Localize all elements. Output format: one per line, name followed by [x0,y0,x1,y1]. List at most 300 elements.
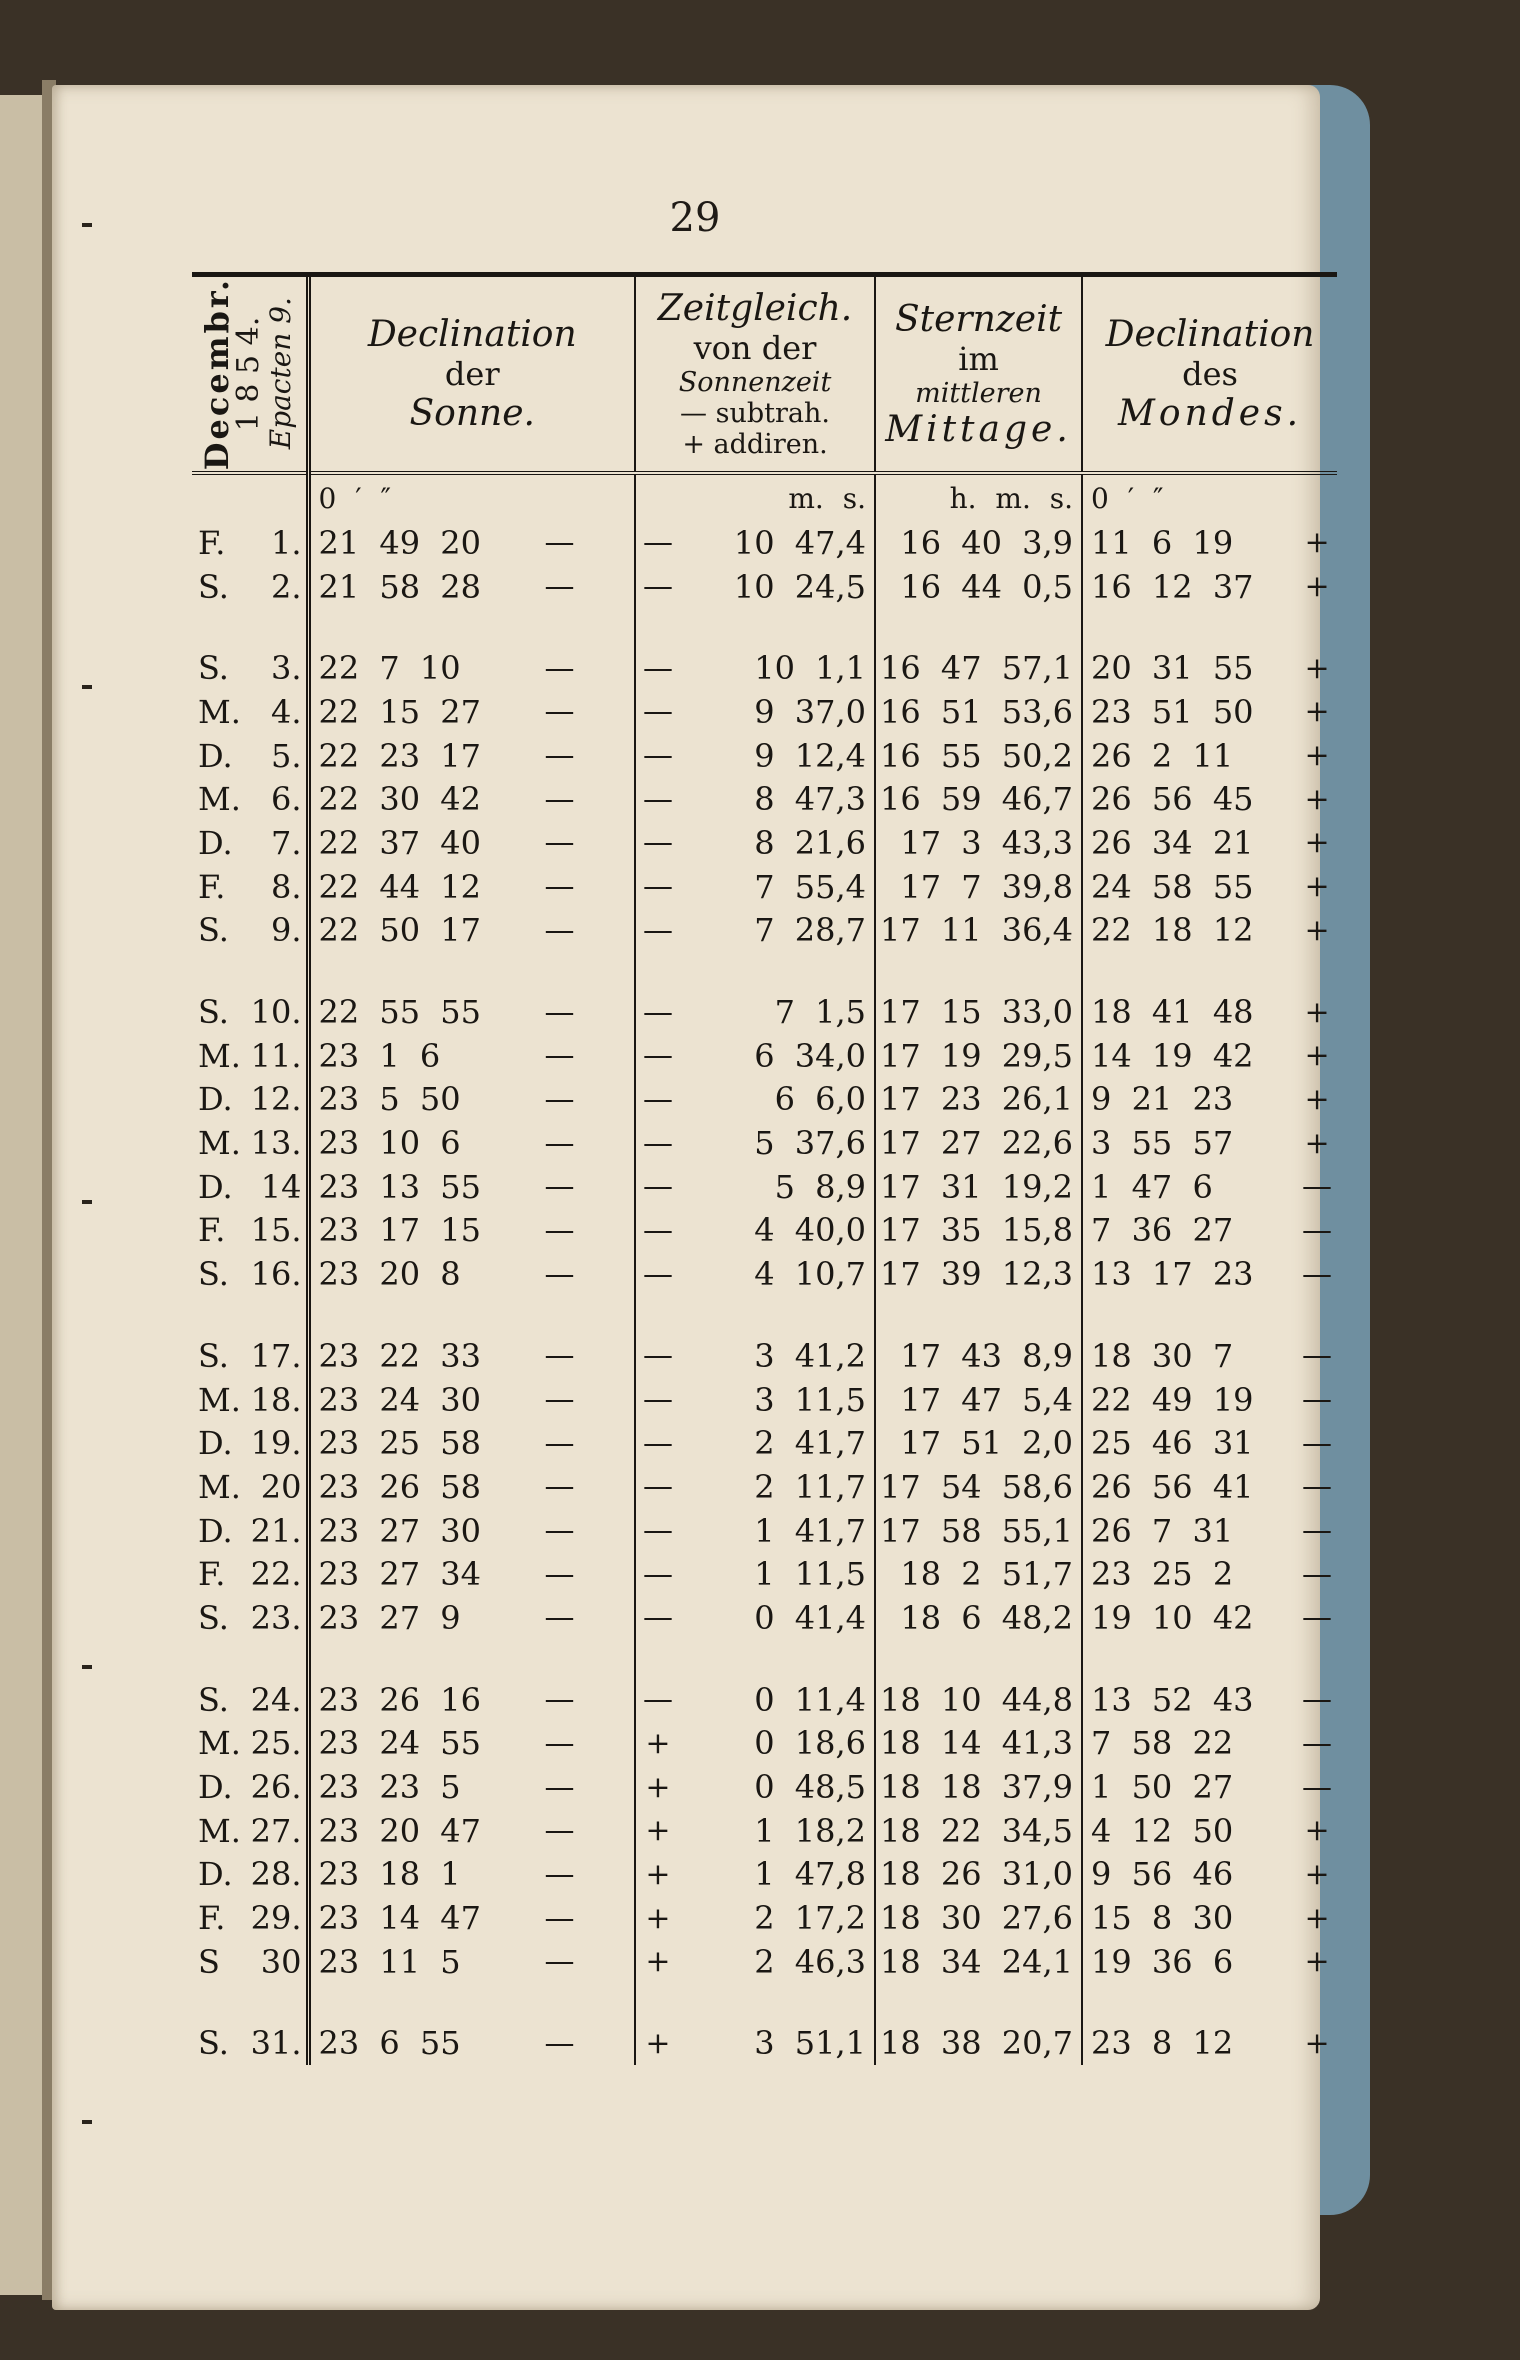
eq-sign-cell: — [635,1465,680,1509]
weekday-label: M. [198,1124,241,1163]
weekday-label: F. [198,867,226,906]
moon-declination-cell: 20 31 55 [1082,646,1297,690]
sun-sign-cell: — [544,738,575,774]
weekday-label: D. [198,823,233,862]
sun-sign-cell: — [544,1856,575,1892]
date-number: 16. [250,1255,302,1294]
table-row [192,1940,1337,1984]
sun-sign-cell: — [544,1769,575,1805]
weekday-label: D. [198,1768,233,1807]
moon-declination-cell: 9 56 46 [1082,1853,1297,1897]
date-number: 19. [250,1424,302,1463]
equation-of-time-cell: 5 37,6 [754,1124,866,1163]
equation-of-time-cell: 6 34,0 [754,1036,866,1075]
table-row [192,1078,1337,1122]
sun-declination-cell: 21 58 28 [308,565,485,609]
weekday-label: D. [198,1511,233,1550]
header-sun-line3: Sonne. [409,393,535,434]
moon-sign-cell: + [1304,869,1330,905]
sun-declination-cell: 22 50 17 [308,909,485,953]
moon-declination-cell: 4 12 50 [1082,1809,1297,1853]
sun-sign-cell: — [544,869,575,905]
moon-declination-cell: 13 17 23 [1082,1252,1297,1296]
table-row [192,1121,1337,1165]
moon-sign-cell: + [1304,781,1330,817]
moon-sign-cell: + [1304,912,1330,948]
moon-sign-cell: + [1304,1125,1330,1161]
weekday-label: S. [198,567,229,606]
sidereal-time-cell: 18 30 27,6 [875,1896,1082,1940]
equation-of-time-cell: 2 11,7 [754,1467,866,1506]
date-number: 8. [270,867,302,906]
weekday-label: M. [198,1724,241,1763]
table-row [192,865,1337,909]
sun-sign-cell: — [544,1081,575,1117]
weekday-label: D. [198,1167,233,1206]
moon-sign-cell: + [1304,825,1330,861]
eq-sign-cell: — [635,1378,680,1422]
sun-declination-cell: 23 24 55 [308,1722,485,1766]
sun-sign-cell: — [544,2025,575,2061]
eq-sign-cell: — [635,777,680,821]
header-eq-line1: Zeitgleich. [657,288,853,329]
sun-declination-cell: 23 14 47 [308,1896,485,1940]
weekday-label: D. [198,736,233,775]
moon-declination-cell: 7 36 27 [1082,1209,1297,1253]
binding-stitch [82,685,92,689]
sidereal-time-cell: 16 59 46,7 [875,777,1082,821]
equation-of-time-cell: 7 1,5 [774,993,866,1032]
table-row [192,1809,1337,1853]
sidereal-time-cell: 18 14 41,3 [875,1722,1082,1766]
weekday-label: F. [198,523,226,562]
eq-sign-cell: — [635,1678,680,1722]
sun-sign-cell: — [544,694,575,730]
moon-sign-cell: — [1302,1212,1333,1248]
moon-declination-cell: 16 12 37 [1082,565,1297,609]
moon-sign-cell: — [1302,1338,1333,1374]
date-number: 15. [250,1211,302,1250]
sidereal-time-cell: 18 22 34,5 [875,1809,1082,1853]
units-row [192,473,1337,521]
sun-declination-cell: 22 37 40 [308,821,485,865]
eq-sign-cell: — [635,1509,680,1553]
sun-declination-cell: 23 26 58 [308,1465,485,1509]
moon-sign-cell: + [1304,738,1330,774]
weekday-label: M. [198,1467,241,1506]
equation-of-time-cell: 8 47,3 [754,780,866,819]
weekday-label: S. [198,993,229,1032]
sun-declination-cell: 23 10 6 [308,1121,485,1165]
table-row [192,565,1337,609]
moon-sign-cell: + [1304,2025,1330,2061]
header-moon-line2: des [1182,355,1238,393]
moon-sign-cell: — [1302,1600,1333,1636]
eq-sign-cell: — [635,1034,680,1078]
equation-of-time-cell: 4 10,7 [754,1255,866,1294]
date-number: 30 [260,1942,302,1981]
sun-declination-cell: 23 26 16 [308,1678,485,1722]
header-sun-line2: der [444,355,500,393]
weekday-cell [192,1809,308,1853]
moon-sign-cell: — [1302,1513,1333,1549]
sun-sign-cell: — [544,1813,575,1849]
date-number: 9. [270,911,302,950]
eq-sign-cell: + [635,1722,680,1766]
weekday-label: S. [198,911,229,950]
binding-stitch [82,2120,92,2124]
weekday-cell [192,865,308,909]
moon-declination-cell: 26 7 31 [1082,1509,1297,1553]
sun-declination-cell: 23 13 55 [308,1165,485,1209]
weekday-label: F. [198,1211,226,1250]
header-sun-line1: Declination [367,314,577,355]
row-spacer [192,608,1337,646]
moon-declination-cell: 25 46 31 [1082,1421,1297,1465]
table-row [192,1678,1337,1722]
weekday-cell [192,2022,308,2066]
moon-sign-cell: — [1302,1256,1333,1292]
moon-sign-cell: + [1304,525,1330,561]
moon-declination-cell: 14 19 42 [1082,1034,1297,1078]
weekday-label: S. [198,2024,229,2063]
moon-declination-cell: 15 8 30 [1082,1896,1297,1940]
eq-sign-cell: — [635,1165,680,1209]
weekday-cell [192,1853,308,1897]
sidereal-time-cell: 18 10 44,8 [875,1678,1082,1722]
equation-of-time-cell: 9 12,4 [754,736,866,775]
weekday-cell [192,1509,308,1553]
date-number: 17. [250,1336,302,1375]
equation-of-time-cell: 0 48,5 [754,1768,866,1807]
sun-sign-cell: — [544,525,575,561]
eq-sign-cell: + [635,2022,680,2066]
sun-declination-cell: 23 6 55 [308,2022,485,2066]
eq-sign-cell: — [635,1421,680,1465]
moon-declination-cell: 11 6 19 [1082,521,1297,565]
sun-sign-cell: — [544,569,575,605]
weekday-label: S [198,1942,220,1981]
weekday-cell [192,1765,308,1809]
header-sid-line1: Sternzeit [894,298,1063,340]
sun-sign-cell: — [544,1469,575,1505]
moon-sign-cell: — [1302,1425,1333,1461]
moon-declination-cell: 19 10 42 [1082,1596,1297,1640]
eq-sign-cell: — [635,521,680,565]
equation-of-time-cell: 1 47,8 [754,1855,866,1894]
weekday-label: M. [198,780,241,819]
sun-declination-cell: 23 23 5 [308,1765,485,1809]
sidereal-time-cell: 17 11 36,4 [875,909,1082,953]
sun-declination-cell: 23 1 6 [308,1034,485,1078]
table-row [192,990,1337,1034]
page-number: 29 [669,195,721,241]
equation-of-time-cell: 2 17,2 [754,1899,866,1938]
date-number: 13. [250,1124,302,1163]
sun-sign-cell: — [544,1338,575,1374]
eq-sign-cell: + [635,1940,680,1984]
row-spacer [192,1640,1337,1678]
date-number: 5. [270,736,302,775]
date-number: 21. [250,1511,302,1550]
sidereal-time-cell: 18 34 24,1 [875,1940,1082,1984]
sidereal-time-cell: 17 39 12,3 [875,1252,1082,1296]
sun-declination-cell: 23 24 30 [308,1378,485,1422]
weekday-cell [192,1165,308,1209]
header-eq-line5: + addiren. [682,429,828,460]
sun-sign-cell: — [544,1212,575,1248]
moon-declination-cell: 23 8 12 [1082,2022,1297,2066]
sun-sign-cell: — [544,912,575,948]
date-number: 27. [250,1811,302,1850]
sidereal-time-cell: 17 27 22,6 [875,1121,1082,1165]
sun-declination-cell: 22 30 42 [308,777,485,821]
equation-of-time-cell: 9 37,0 [754,692,866,731]
table-row [192,1378,1337,1422]
date-number: 2. [270,567,302,606]
moon-declination-cell: 26 2 11 [1082,734,1297,778]
sun-declination-cell: 23 27 34 [308,1552,485,1596]
header-eq-line4: — subtrah. [680,398,830,429]
units-eq: m. s. [788,481,866,515]
weekday-cell [192,1465,308,1509]
moon-declination-cell: 26 56 41 [1082,1465,1297,1509]
weekday-label: S. [198,1255,229,1294]
equation-of-time-cell: 4 40,0 [754,1211,866,1250]
weekday-label: S. [198,1336,229,1375]
table-row [192,1252,1337,1296]
eq-sign-cell: — [635,646,680,690]
equation-of-time-cell: 1 18,2 [754,1811,866,1850]
moon-declination-cell: 24 58 55 [1082,865,1297,909]
sidereal-time-cell: 18 26 31,0 [875,1853,1082,1897]
table-row [192,777,1337,821]
sun-declination-cell: 23 22 33 [308,1334,485,1378]
sun-declination-cell: 22 15 27 [308,690,485,734]
header-year: 1 8 5 4. [230,316,266,432]
sun-sign-cell: — [544,994,575,1030]
date-number: 29. [250,1899,302,1938]
equation-of-time-cell: 7 55,4 [754,867,866,906]
weekday-cell [192,1940,308,1984]
weekday-cell [192,1552,308,1596]
moon-sign-cell: — [1302,1382,1333,1418]
equation-of-time-cell: 0 11,4 [754,1680,866,1719]
header-equation-of-time [635,277,875,473]
date-number: 6. [270,780,302,819]
sun-declination-cell: 23 25 58 [308,1421,485,1465]
sun-declination-cell: 23 20 8 [308,1252,485,1296]
weekday-cell [192,1421,308,1465]
sun-sign-cell: — [544,1900,575,1936]
weekday-label: S. [198,649,229,688]
weekday-cell [192,1252,308,1296]
weekday-label: D. [198,1855,233,1894]
weekday-cell [192,909,308,953]
moon-sign-cell: — [1302,1769,1333,1805]
table-row [192,1552,1337,1596]
weekday-cell [192,777,308,821]
sidereal-time-cell: 18 6 48,2 [875,1596,1082,1640]
equation-of-time-cell: 8 21,6 [754,823,866,862]
eq-sign-cell: — [635,1552,680,1596]
moon-declination-cell: 7 58 22 [1082,1722,1297,1766]
weekday-cell [192,1722,308,1766]
moon-declination-cell: 19 36 6 [1082,1940,1297,1984]
moon-sign-cell: + [1304,1081,1330,1117]
header-sid-line3: mittleren [915,377,1042,409]
table-row [192,1853,1337,1897]
sidereal-time-cell: 16 47 57,1 [875,646,1082,690]
moon-sign-cell: + [1304,1813,1330,1849]
sidereal-time-cell: 16 51 53,6 [875,690,1082,734]
header-sidereal-time [875,277,1082,473]
moon-declination-cell: 23 51 50 [1082,690,1297,734]
table-row [192,521,1337,565]
table-row [192,1896,1337,1940]
weekday-cell [192,734,308,778]
table-row [192,1765,1337,1809]
row-spacer [192,1296,1337,1334]
weekday-cell [192,821,308,865]
date-number: 10. [250,993,302,1032]
table-row [192,1509,1337,1553]
eq-sign-cell: + [635,1809,680,1853]
weekday-cell [192,1334,308,1378]
date-number: 20 [260,1467,302,1506]
sun-declination-cell: 21 49 20 [308,521,485,565]
sun-declination-cell: 22 55 55 [308,990,485,1034]
eq-sign-cell: + [635,1853,680,1897]
sun-sign-cell: — [544,1513,575,1549]
weekday-label: F. [198,1555,226,1594]
sidereal-time-cell: 17 15 33,0 [875,990,1082,1034]
sidereal-time-cell: 17 43 8,9 [875,1334,1082,1378]
eq-sign-cell: — [635,690,680,734]
sidereal-time-cell: 18 38 20,7 [875,2022,1082,2066]
date-number: 18. [250,1380,302,1419]
moon-declination-cell: 13 52 43 [1082,1678,1297,1722]
table-row [192,734,1337,778]
date-number: 1. [270,523,302,562]
header-sid-line2: im [958,339,999,378]
moon-declination-cell: 9 21 23 [1082,1078,1297,1122]
sun-declination-cell: 23 27 9 [308,1596,485,1640]
table-row [192,909,1337,953]
table-row [192,1722,1337,1766]
equation-of-time-cell: 10 24,5 [733,567,866,606]
sun-sign-cell: — [544,1256,575,1292]
weekday-cell [192,1896,308,1940]
moon-declination-cell: 23 25 2 [1082,1552,1297,1596]
table-row [192,646,1337,690]
sidereal-time-cell: 17 58 55,1 [875,1509,1082,1553]
moon-sign-cell: + [1304,650,1330,686]
table-row [192,1596,1337,1640]
eq-sign-cell: — [635,1209,680,1253]
equation-of-time-cell: 2 46,3 [754,1942,866,1981]
moon-declination-cell: 3 55 57 [1082,1121,1297,1165]
weekday-cell [192,1378,308,1422]
row-spacer [192,952,1337,990]
weekday-cell [192,1078,308,1122]
table-row [192,1465,1337,1509]
sun-sign-cell: — [544,1556,575,1592]
eq-sign-cell: + [635,1896,680,1940]
equation-of-time-cell: 3 11,5 [754,1380,866,1419]
equation-of-time-cell: 6 6,0 [774,1080,866,1119]
moon-declination-cell: 18 41 48 [1082,990,1297,1034]
header-moon-declination [1082,277,1337,473]
weekday-cell [192,990,308,1034]
sun-declination-cell: 23 27 30 [308,1509,485,1553]
date-number: 23. [250,1598,302,1637]
eq-sign-cell: — [635,821,680,865]
date-number: 4. [270,692,302,731]
weekday-label: M. [198,1811,241,1850]
weekday-cell [192,1678,308,1722]
weekday-cell [192,521,308,565]
moon-declination-cell: 22 49 19 [1082,1378,1297,1422]
header-month-name: Decembr. [197,277,236,471]
table-row [192,2022,1337,2066]
facing-page-edge [0,95,48,2295]
equation-of-time-cell: 10 47,4 [733,523,866,562]
weekday-label: S. [198,1680,229,1719]
sun-declination-cell: 23 17 15 [308,1209,485,1253]
header-moon-line1: Declination [1105,314,1315,355]
sun-sign-cell: — [544,825,575,861]
header-month [192,277,308,473]
table-row [192,1165,1337,1209]
moon-declination-cell: 1 50 27 [1082,1765,1297,1809]
eq-sign-cell: — [635,734,680,778]
weekday-cell [192,1121,308,1165]
sun-declination-cell: 22 7 10 [308,646,485,690]
date-number: 28. [250,1855,302,1894]
date-number: 22. [250,1555,302,1594]
date-number: 25. [250,1724,302,1763]
date-number: 3. [270,649,302,688]
equation-of-time-cell: 10 1,1 [754,649,866,688]
units-sid: h. m. s. [875,473,1082,521]
weekday-label: M. [198,692,241,731]
table-row [192,690,1337,734]
table-row [192,1421,1337,1465]
moon-declination-cell: 26 34 21 [1082,821,1297,865]
sidereal-time-cell: 18 18 37,9 [875,1765,1082,1809]
eq-sign-cell: — [635,1596,680,1640]
units-sun: 0 ′ ″ [308,473,485,521]
sidereal-time-cell: 16 55 50,2 [875,734,1082,778]
sun-sign-cell: — [544,1382,575,1418]
table-row [192,1334,1337,1378]
header-eq-line2: von der [693,329,817,367]
moon-sign-cell: — [1302,1556,1333,1592]
moon-sign-cell: + [1304,1944,1330,1980]
row-spacer [192,1984,1337,2022]
moon-sign-cell: — [1302,1469,1333,1505]
header-sid-line4: Mittage. [885,408,1072,450]
eq-sign-cell: — [635,1334,680,1378]
sun-declination-cell: 23 5 50 [308,1078,485,1122]
sun-declination-cell: 23 18 1 [308,1853,485,1897]
sidereal-time-cell: 16 44 0,5 [875,565,1082,609]
weekday-label: D. [198,1080,233,1119]
weekday-cell [192,690,308,734]
date-number: 31. [250,2024,302,2063]
binding-stitch [82,1200,92,1204]
